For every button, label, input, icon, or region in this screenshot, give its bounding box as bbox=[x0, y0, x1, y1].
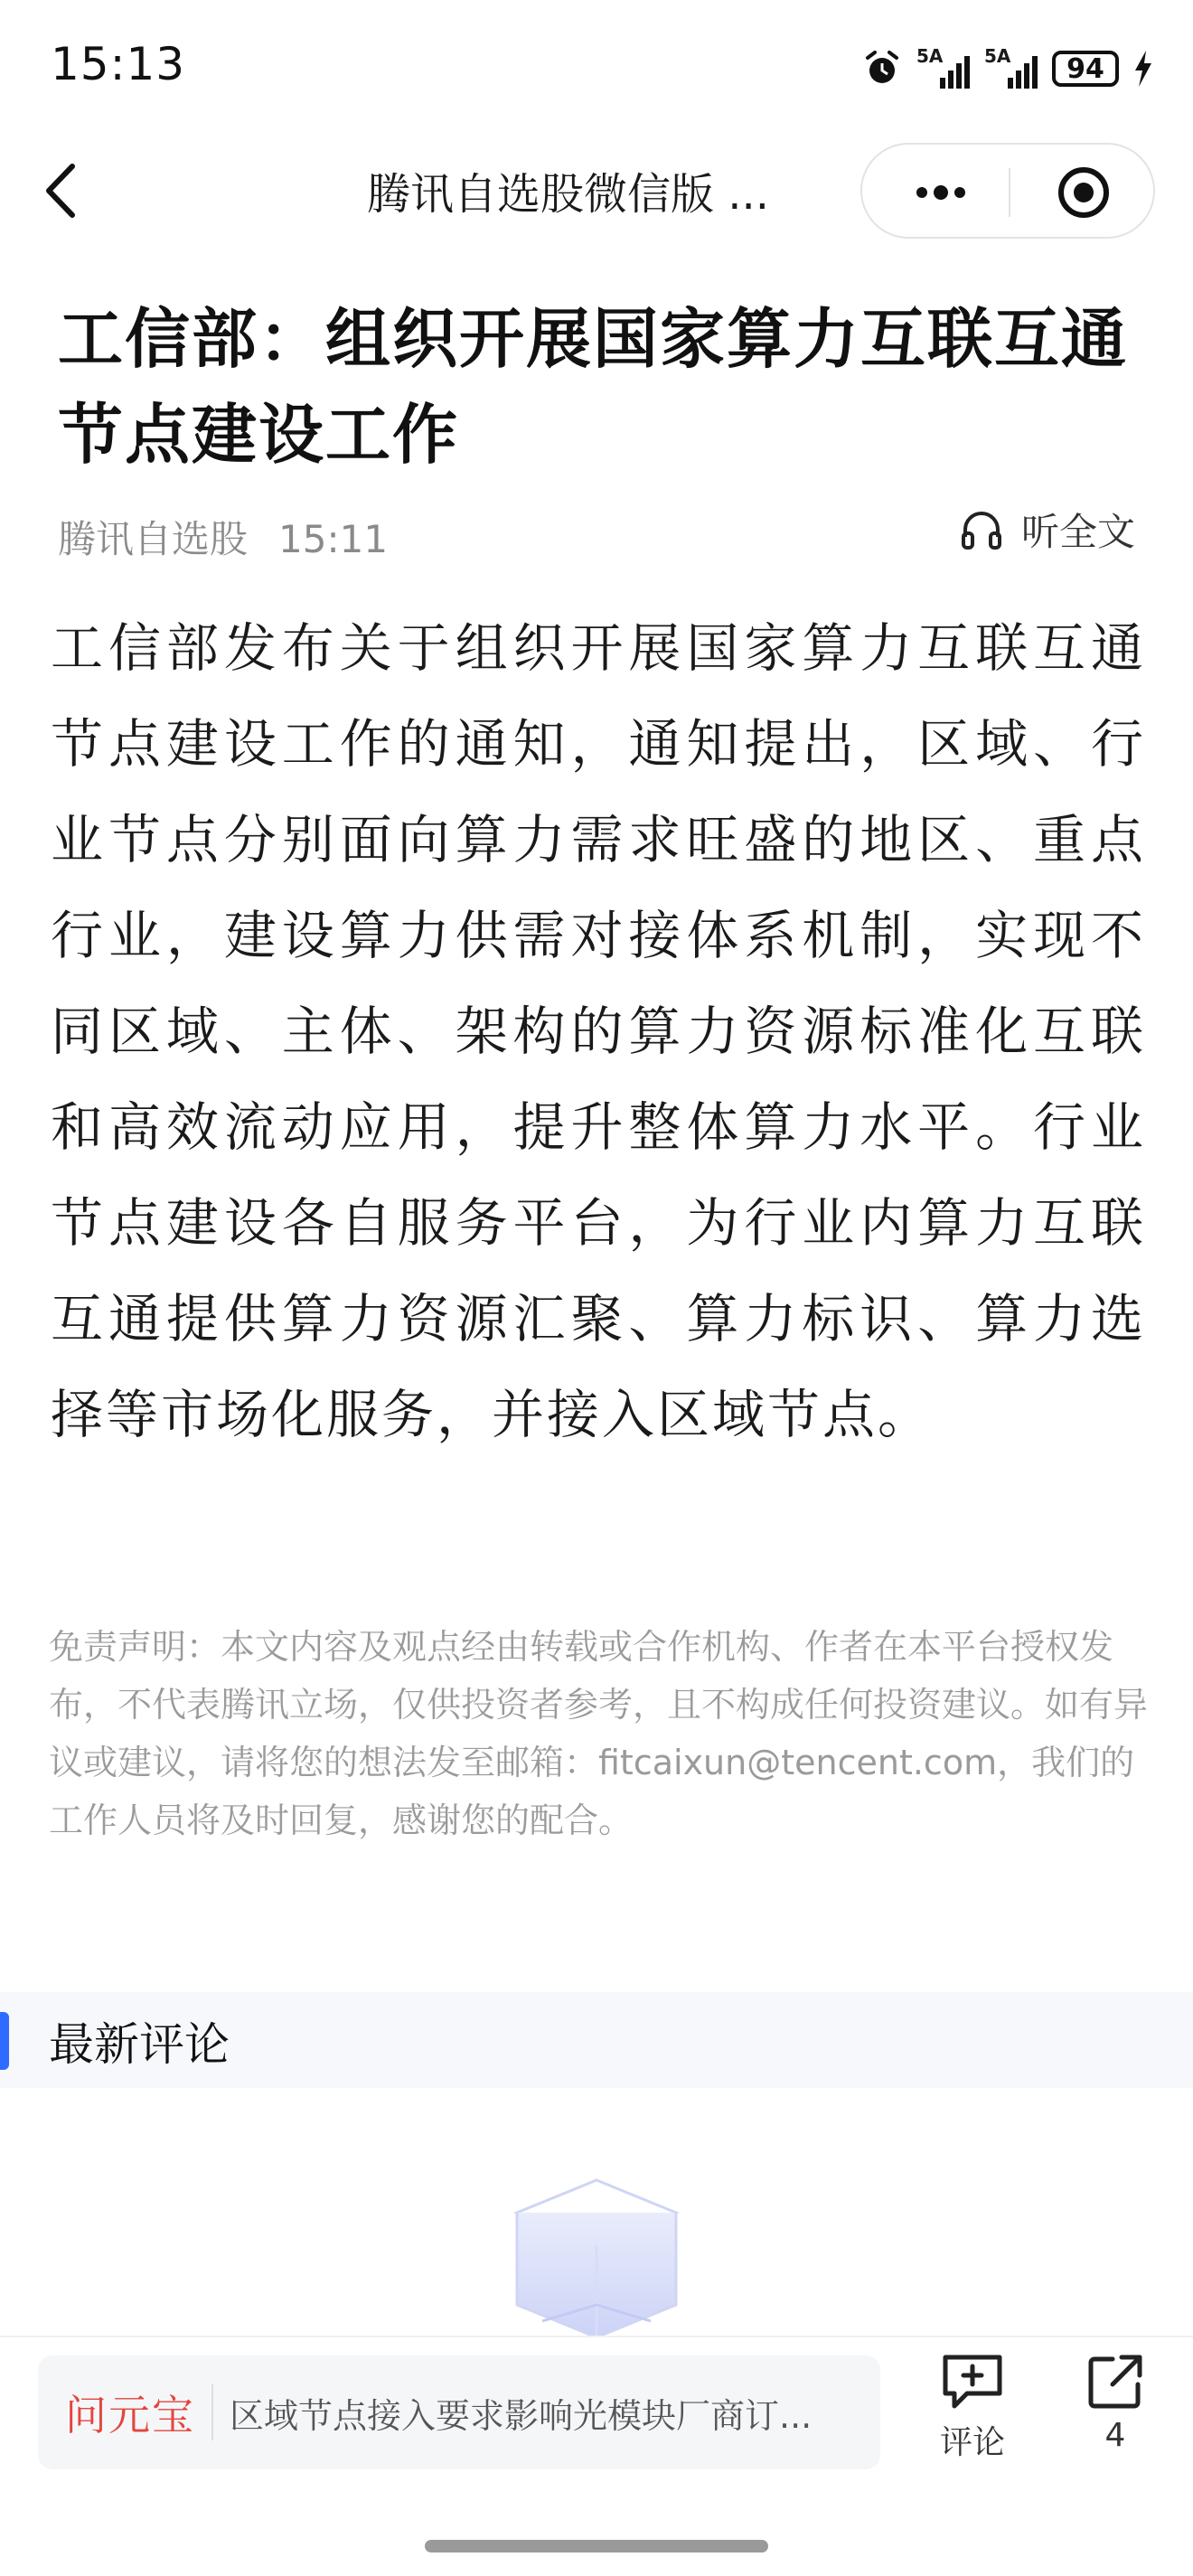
back-chevron-icon[interactable] bbox=[40, 159, 83, 222]
battery-level: 94 bbox=[1066, 52, 1104, 85]
ask-separator bbox=[211, 2384, 213, 2440]
empty-comments-cube-icon bbox=[506, 2169, 687, 2350]
listen-full-button[interactable] bbox=[958, 503, 1135, 557]
comment-icon bbox=[940, 2352, 1005, 2411]
alarm-icon bbox=[862, 49, 902, 89]
comments-title: 最新评论 bbox=[49, 2018, 230, 2071]
article-source[interactable]: 腾讯自选股 bbox=[58, 517, 249, 561]
status-time: 15:13 bbox=[51, 38, 186, 90]
capsule-divider bbox=[1009, 168, 1010, 217]
share-icon bbox=[1085, 2352, 1145, 2411]
comments-accent-bar bbox=[0, 2012, 9, 2070]
share-count: 4 bbox=[1104, 2417, 1126, 2454]
comment-button[interactable] bbox=[918, 2352, 1027, 2463]
close-target-icon[interactable] bbox=[1052, 161, 1115, 224]
article-time: 15:11 bbox=[278, 517, 389, 561]
comment-label: 评论 bbox=[939, 2424, 1005, 2461]
disclaimer-text: 免责声明：本文内容及观点经由转载或合作机构、作者在本平台授权发布，不代表腾讯立场，仅供投资者参考，且不构成任何投资建议。如有异议或建议，请将您的想法发至邮箱：fitcaixun@tencent.com，我们的工作人员将及时回复，感谢您的配合。 bbox=[49, 1627, 1149, 1840]
yuanbao-brand: 问元宝 bbox=[65, 2391, 195, 2440]
status-icons bbox=[862, 45, 1153, 92]
headphones-icon bbox=[958, 506, 1005, 553]
signal-strength-2 bbox=[984, 45, 1038, 89]
charging-bolt-icon bbox=[1133, 51, 1153, 87]
mini-program-capsule bbox=[860, 143, 1155, 239]
article-body: 工信部发布关于组织开展国家算力互联互通节点建设工作的通知，通知提出，区域、行业节点分别面向算力需求旺盛的地区、重点行业，建设算力供需对接体系机制，实现不同区域、主体、架构的算力资源标准化互联和高效流动应用，提升整体算力水平。行业节点建设各自服务平台，为行业内算力互联互通提供算力资源汇聚、算力标识、算力选择等市场化服务，并接入区域节点。 bbox=[51, 617, 1146, 1445]
battery-indicator bbox=[1052, 51, 1119, 87]
share-button[interactable] bbox=[1061, 2352, 1170, 2454]
home-indicator[interactable] bbox=[425, 2540, 768, 2552]
article-meta bbox=[58, 510, 388, 564]
article-headline: 工信部：组织开展国家算力互联互通节点建设工作 bbox=[58, 301, 1129, 473]
ask-suggestion-text: 区域节点接入要求影响光模块厂商订... bbox=[230, 2395, 813, 2436]
signal-1-label: 5A bbox=[916, 45, 944, 67]
ask-yuanbao-box[interactable] bbox=[38, 2355, 880, 2469]
listen-label: 听全文 bbox=[1020, 510, 1135, 554]
page-title: 腾讯自选股微信版 ... bbox=[367, 169, 770, 220]
signal-strength-1 bbox=[916, 45, 970, 89]
signal-2-label: 5A bbox=[984, 45, 1011, 67]
more-dots-icon[interactable] bbox=[909, 161, 972, 224]
